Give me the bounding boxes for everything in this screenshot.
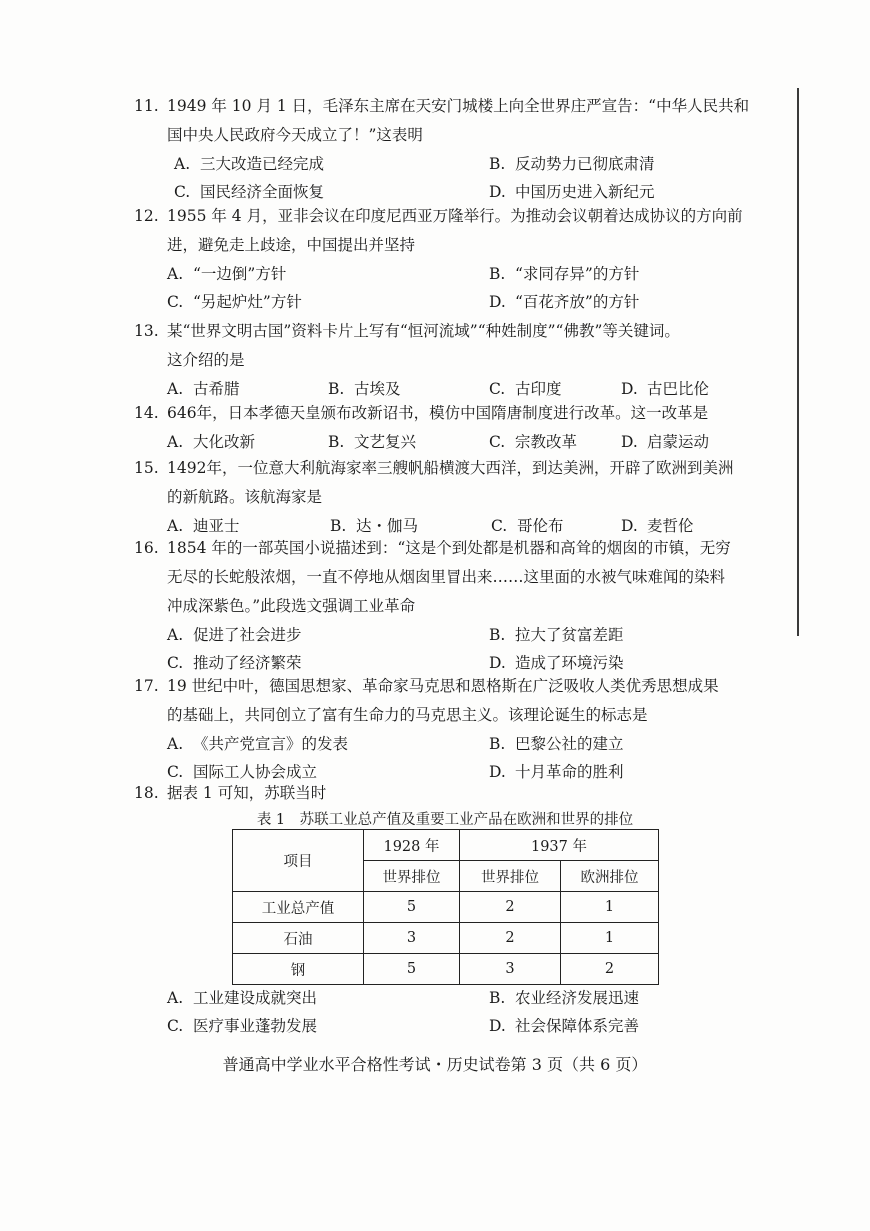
world-rank-1937: 2 xyxy=(460,923,561,954)
question-number: 13. xyxy=(134,322,159,340)
option-d: D. 造成了环境污染 xyxy=(489,654,624,672)
option-b: B. 文艺复兴 xyxy=(328,433,417,451)
option-d: D. 十月革命的胜利 xyxy=(489,763,624,781)
option-c: C. “另起炉灶”方针 xyxy=(167,293,302,311)
option-a: A. 迪亚士 xyxy=(167,517,240,535)
option-c: C. 古印度 xyxy=(489,380,562,398)
option-d: D. 古巴比伦 xyxy=(621,380,710,398)
table-row xyxy=(233,892,659,923)
row-item: 工业总产值 xyxy=(233,892,364,923)
option-a: A. 大化改新 xyxy=(167,433,256,451)
option-c: C. 医疗事业蓬勃发展 xyxy=(167,1017,318,1035)
option-d: D. 社会保障体系完善 xyxy=(489,1017,640,1035)
option-d: D. 启蒙运动 xyxy=(621,433,710,451)
option-row xyxy=(134,730,764,758)
option-row xyxy=(134,260,764,288)
question-text: 1955 年 4 月，亚非会议在印度尼西亚万隆举行。为推动会议朝着达成协议的方向前 xyxy=(167,207,743,225)
margin-rule xyxy=(797,88,799,636)
year-1937-header: 1937 年 xyxy=(460,830,659,861)
question-text: 据表 1 可知，苏联当时 xyxy=(167,784,327,802)
question-number: 14. xyxy=(134,404,159,422)
row-item: 石油 xyxy=(233,923,364,954)
question-stem xyxy=(134,399,764,428)
question-stem xyxy=(134,317,764,346)
option-b: B. 古埃及 xyxy=(328,380,401,398)
option-row xyxy=(134,150,764,178)
question-number: 11. xyxy=(134,97,159,115)
question-18 xyxy=(134,779,764,808)
option-b: B. 达・伽马 xyxy=(330,517,419,535)
world-rank-1937: 2 xyxy=(460,892,561,923)
option-c: C. 哥伦布 xyxy=(491,517,564,535)
option-b: B. 农业经济发展迅速 xyxy=(489,989,640,1007)
option-a: A. 古希腊 xyxy=(167,380,240,398)
option-d: D. 中国历史进入新纪元 xyxy=(489,183,655,201)
question-11 xyxy=(134,92,764,206)
table-caption: 表 1 苏联工业总产值及重要工业产品在欧洲和世界的排位 xyxy=(256,812,634,828)
question-text: 1949 年 10 月 1 日，毛泽东主席在天安门城楼上向全世界庄严宣告：“中华人民共和 xyxy=(167,97,750,115)
question-text-cont: 这介绍的是 xyxy=(167,351,245,369)
row-item: 钢 xyxy=(233,954,364,985)
europe-rank-1937-header: 欧洲排位 xyxy=(561,861,659,892)
question-12 xyxy=(134,202,764,316)
question-text: 646年，日本孝德天皇颁布改新诏书，模仿中国隋唐制度进行改革。这一改革是 xyxy=(167,404,709,422)
world-rank-1928: 3 xyxy=(364,923,460,954)
world-rank-1937-header: 世界排位 xyxy=(460,861,561,892)
question-text: 某“世界文明古国”资料卡片上写有“恒河流域”“种姓制度”“佛教”等关键词。 xyxy=(167,322,680,340)
page-footer: 普通高中学业水平合格性考试・历史试卷第 3 页（共 6 页） xyxy=(222,1055,648,1074)
option-a: A. “一边倒”方针 xyxy=(167,265,287,283)
question-text: 19 世纪中叶，德国思想家、革命家马克思和恩格斯在广泛吸收人类优秀思想成果 xyxy=(167,677,719,695)
world-rank-1928: 5 xyxy=(364,892,460,923)
option-b: B. 反动势力已彻底肃清 xyxy=(489,155,655,173)
table-header-row xyxy=(233,830,659,861)
question-text-cont: 的新航路。该航海家是 xyxy=(167,488,323,506)
question-18-options xyxy=(134,984,764,1040)
year-1928-header: 1928 年 xyxy=(364,830,460,861)
europe-rank-1937: 1 xyxy=(561,923,659,954)
option-a: A. 《共产党宣言》的发表 xyxy=(167,735,349,753)
question-stem xyxy=(134,92,764,121)
option-row xyxy=(134,1012,764,1040)
europe-rank-1937: 1 xyxy=(561,892,659,923)
option-row xyxy=(134,621,764,649)
option-b: B. “求同存异”的方针 xyxy=(489,265,640,283)
option-row xyxy=(134,428,764,456)
option-a: A. 促进了社会进步 xyxy=(167,626,302,644)
table-row xyxy=(233,954,659,985)
question-text-cont: 冲成深紫色。”此段选文强调工业革命 xyxy=(167,597,416,615)
question-17 xyxy=(134,672,764,786)
question-number: 12. xyxy=(134,207,159,225)
ranking-table xyxy=(232,829,659,985)
table-row xyxy=(233,923,659,954)
option-a: A. 工业建设成就突出 xyxy=(167,989,318,1007)
option-c: C. 国际工人协会成立 xyxy=(167,763,318,781)
question-text-cont: 国中央人民政府今天成立了！”这表明 xyxy=(167,126,423,144)
option-a: A. 三大改造已经完成 xyxy=(174,155,325,173)
europe-rank-1937: 2 xyxy=(561,954,659,985)
question-16 xyxy=(134,534,764,677)
world-rank-1928: 5 xyxy=(364,954,460,985)
question-stem xyxy=(134,454,764,483)
option-c: C. 宗教改革 xyxy=(489,433,578,451)
item-header: 项目 xyxy=(233,830,364,892)
option-c: C. 国民经济全面恢复 xyxy=(174,183,325,201)
question-15 xyxy=(134,454,764,540)
world-rank-1937: 3 xyxy=(460,954,561,985)
question-text-cont: 无尽的长蛇般浓烟，一直不停地从烟囱里冒出来……这里面的水被气味难闻的染料 xyxy=(167,568,726,586)
option-row xyxy=(134,288,764,316)
option-b: B. 拉大了贫富差距 xyxy=(489,626,624,644)
question-stem xyxy=(134,534,764,563)
option-d: D. “百花齐放”的方针 xyxy=(489,293,640,311)
question-stem xyxy=(134,672,764,701)
question-number: 18. xyxy=(134,784,159,802)
question-stem xyxy=(134,202,764,231)
question-stem xyxy=(134,779,764,808)
question-text-cont: 进，避免走上歧途，中国提出并坚持 xyxy=(167,236,416,254)
option-d: D. 麦哲伦 xyxy=(621,517,694,535)
question-text: 1492年，一位意大利航海家率三艘帆船横渡大西洋，到达美洲，开辟了欧洲到美洲 xyxy=(167,459,734,477)
question-number: 16. xyxy=(134,539,159,557)
option-row xyxy=(134,984,764,1012)
world-rank-1928-header: 世界排位 xyxy=(364,861,460,892)
question-number: 15. xyxy=(134,459,159,477)
question-number: 17. xyxy=(134,677,159,695)
question-text: 1854 年的一部英国小说描述到：“这是个到处都是机器和高耸的烟囱的市镇，无穷 xyxy=(167,539,731,557)
question-text-cont: 的基础上，共同创立了富有生命力的马克思主义。该理论诞生的标志是 xyxy=(167,706,648,724)
option-b: B. 巴黎公社的建立 xyxy=(489,735,624,753)
question-14 xyxy=(134,399,764,456)
question-13 xyxy=(134,317,764,403)
option-c: C. 推动了经济繁荣 xyxy=(167,654,302,672)
